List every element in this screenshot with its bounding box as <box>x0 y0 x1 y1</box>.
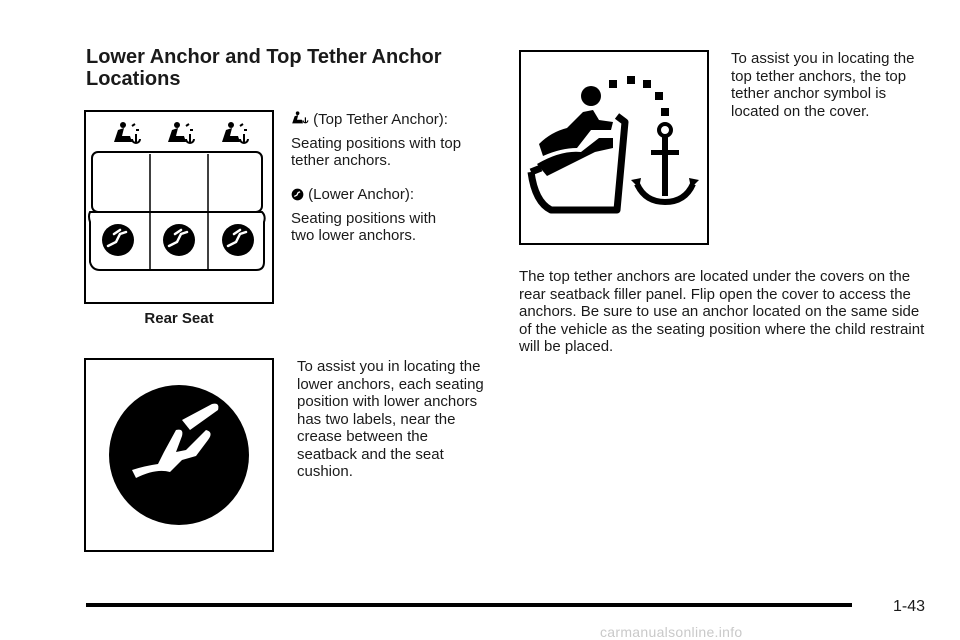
legend-top-tether <box>291 110 491 170</box>
top-tether-symbol-figure <box>519 50 709 245</box>
lower-anchor-icon <box>163 224 195 256</box>
legend-lower-anchor-desc: Seating positions with two lower anchors. <box>291 209 437 244</box>
top-tether-anchor-icon <box>222 122 248 143</box>
top-tether-anchor-icon <box>114 122 140 143</box>
watermark: carmanualsonline.info <box>600 624 743 640</box>
paragraph-top-tether-symbol: To assist you in locating the top tether anchors, the top tether anchor symbol is located on the cover. <box>731 50 915 120</box>
rear-seat-figure <box>84 110 274 304</box>
rear-seat-diagram <box>86 112 272 302</box>
lower-anchor-icon <box>291 188 304 201</box>
top-tether-anchor-icon <box>521 52 707 243</box>
page-number: 1-43 <box>893 598 926 615</box>
top-tether-anchor-icon <box>291 110 309 126</box>
legend-top-tether-desc: Seating positions with top tether anchors. <box>291 134 462 169</box>
paragraph-top-tether-location: The top tether anchors are located under the covers on the rear seatback filler panel. Flip open the cover to access the anchors. Be sure to use an anchor located on the same side of the vehicle as the seating position where the child restraint will be placed. <box>519 268 925 355</box>
lower-anchor-icon <box>102 224 134 256</box>
legend-lower-anchor-line <box>291 186 491 204</box>
top-tether-anchor-icon <box>168 122 194 143</box>
legend-top-tether-line <box>291 110 491 129</box>
lower-anchor-icon <box>86 360 272 550</box>
page-heading: Lower Anchor and Top Tether Anchor Locations <box>86 46 442 90</box>
legend-lower-anchor <box>291 186 491 245</box>
lower-anchor-label-figure <box>84 358 274 552</box>
rear-seat-caption: Rear Seat <box>144 310 214 327</box>
paragraph-lower-anchor-labels: To assist you in locating the lower anchors, each seating position with lower anchors has two labels, near the crease between the seatback and the seat cushion. <box>297 358 484 480</box>
legend-top-tether-label: (Top Tether Anchor): <box>313 111 448 128</box>
legend-lower-anchor-label: (Lower Anchor): <box>308 186 415 203</box>
lower-anchor-icon <box>222 224 254 256</box>
footer-rule <box>86 603 852 607</box>
